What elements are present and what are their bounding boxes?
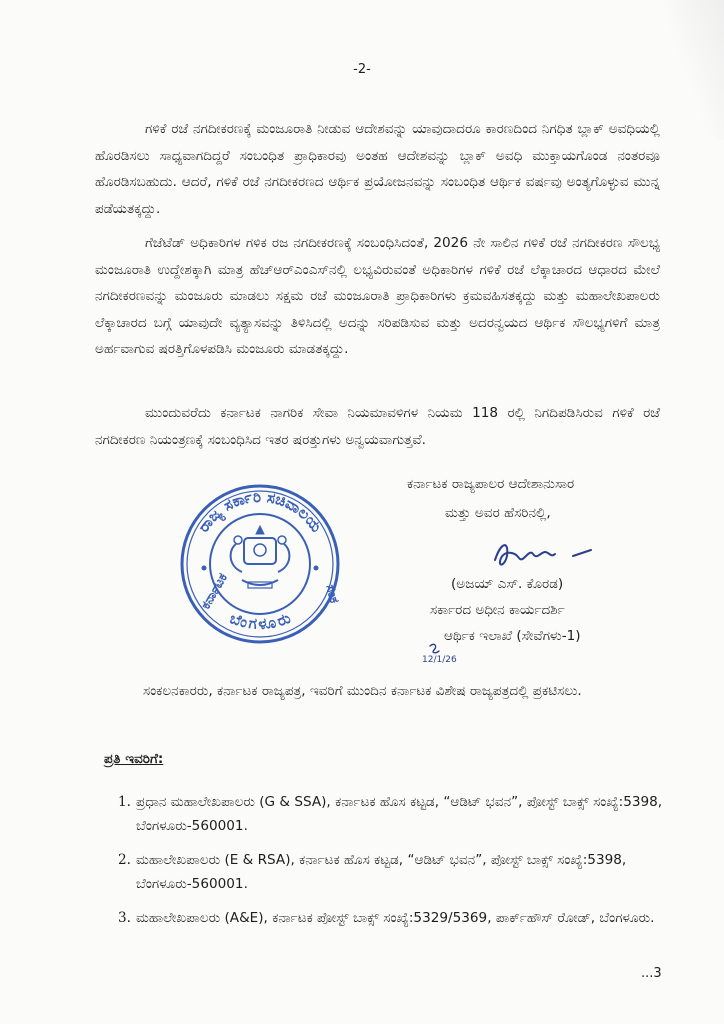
list-item-number: 2. xyxy=(118,852,131,868)
paragraph-encashment-order: ಗಳಿಕೆ ರಜೆ ನಗದೀಕರಣಕ್ಕೆ ಮಂಜೂರಾತಿ ನೀಡುವ ಆದೇಶವನ್ನು ಯಾವುದಾದರೂ ಕಾರಣದಿಂದ ನಿಗಧಿತ ಬ್ಲಾಕ್ ಅವಧಿಯಲ್ಲಿ ಹೊರಡಿಸಲು ಸಾಧ್ಯವಾಗದಿದ್ದರೆ ಸಂಬಂಧಿತ ಪ್ರಾಧಿಕಾರವು ಅಂತಹ ಆದೇಶವನ್ನು ಬ್ಲಾಕ್ ಅವಧಿ ಮುಕ್ತಾಯಗೊಂಡ ನಂತರವೂ ಹೊರಡಿಸಬಹುದು. ಆದರೆ, ಗಳಿಕೆ ರಜೆ ನಗದೀಕರಣದ ಆರ್ಥಿಕ ಪ್ರಯೋಜನವನ್ನು ಸಂಬಂಧಿತ ಆರ್ಥಿಕ ವರ್ಷವು ಅಂತ್ಯಗೊಳ್ಳುವ ಮುನ್ನ ಪಡೆಯತಕ್ಕದ್ದು. xyxy=(95,121,660,217)
handwritten-signature xyxy=(487,536,597,570)
seal-left-text: ಕರ್ನಾಟಕ xyxy=(198,570,231,612)
signature-line-governor-order: ಕರ್ನಾಟಕ ರಾಜ್ಯಪಾಲರ ಆದೇಶಾನುಸಾರ xyxy=(407,476,575,492)
seal-top-text: ರಾಜ್ಯ ಸರ್ಕಾರಿ ಸಚಿವಾಲಯ xyxy=(194,487,326,536)
handwritten-initials xyxy=(418,640,468,666)
page-number: -2- xyxy=(353,62,371,77)
paragraph-rule-118: ಮುಂದುವರೆದು ಕರ್ನಾಟಕ ನಾಗರಿಕ ಸೇವಾ ನಿಯಮಾವಳಿಗಳ ನಿಯಮ 118 ರಲ್ಲಿ ನಿಗದಿಪಡಿಸಿರುವ ಗಳಿಕೆ ರಜೆ ನಗದೀಕರಣ ನಿಯಂತ್ರಣಕ್ಕೆ ಸಂಬಂಧಿಸಿದ ಇತರ ಷರತ್ತುಗಳು ಅನ್ವಯವಾಗುತ್ತವೆ. xyxy=(95,405,660,448)
list-item-number: 3. xyxy=(118,910,131,926)
paragraph-gazetted-officers: ಗೆಜೆಟೆಡ್ ಅಧಿಕಾರಿಗಳ ಗಳಿಕ ರಜ ನಗದೀಕರಣಕ್ಕೆ ಸಂಬಂಧಿಸಿದಂತೆ, 2026 ನೇ ಸಾಲಿನ ಗಳಿಕೆ ರಜೆ ನಗದೀಕರಣ ಸೌಲಭ್ಯ ಮಂಜೂರಾತಿ ಉದ್ದೇಶಕ್ಕಾಗಿ ಮಾತ್ರ ಹೆಚ್‌ಆರ್‌ಎಂಎಸ್‌ನಲ್ಲಿ ಲಭ್ಯವಿರುವಂತೆ ಅಧಿಕಾರಿಗಳ ಗಳಿಕೆ ರಜೆ ಲೆಕ್ಕಾಚಾರದ ಆಧಾರದ ಮೇಲೆ ನಗದೀಕರಣವನ್ನು ಮಂಜೂರು ಮಾಡಲು ಸಕ್ಷಮ ರಜೆ ಮಂಜೂರಾತಿ ಪ್ರಾಧಿಕಾರಿಗಳು ಕ್ರಮವಹಿಸತಕ್ಕದ್ದು ಮತ್ತು ಮಹಾಲೇಖಪಾಲರು ಲೆಕ್ಕಾಚಾರದ ಬಗ್ಗೆ ಯಾವುದೇ ವ್ಯತ್ಯಾಸವನ್ನು ತಿಳಿಸಿದಲ್ಲಿ ಅದನ್ನು ಸರಿಪಡಿಸುವ ಮತ್ತು ಅದರನ್ವಯದ ಆರ್ಥಿಕ ಸೌಲಭ್ಯಗಳಿಗೆ ಮಾತ್ರ ಅರ್ಹವಾಗುವ ಷರತ್ತಿಗೊಳಪಡಿಸಿ ಮಂಜೂರು ಮಾಡತಕ್ಕದ್ದು. xyxy=(95,235,660,357)
copies-list xyxy=(104,790,664,940)
svg-text:ಬೆಂಗಳೂರು xyxy=(228,609,293,633)
signatory-designation: ಸರ್ಕಾರದ ಅಧೀನ ಕಾರ್ಯದರ್ಶಿ xyxy=(430,602,565,618)
next-page-marker: ...3 xyxy=(641,966,662,981)
paragraph-publication-note: ಸಂಕಲನಕಾರರು, ಕರ್ನಾಟಕ ರಾಜ್ಯಪತ್ರ, ಇವರಿಗೆ ಮುಂದಿನ ಕರ್ನಾಟಕ ವಿಶೇಷ ರಾಜ್ಯಪತ್ರದಲ್ಲಿ ಪ್ರಕಟಿಸಲು. xyxy=(143,683,582,699)
government-seal-stamp xyxy=(178,482,342,646)
seal-right-text: ಸಂಕ xyxy=(322,583,342,605)
initials-date: 12/1/26 xyxy=(422,655,457,665)
list-item-text: ಮಹಾಲೇಖಪಾಲರು (E & RSA), ಕರ್ನಾಟಕ ಹೊಸ ಕಟ್ಟಡ, “ಆಡಿಟ್ ಭವನ”, ಪೋಸ್ಟ್ ಬಾಕ್ಸ್ ಸಂಖ್ಯೆ:5398, ಬೆಂಗಳೂರು-560001. xyxy=(136,852,627,892)
signature-line-in-name: ಮತ್ತು ಅವರ ಹೆಸರಿನಲ್ಲಿ, xyxy=(445,505,551,521)
list-item-text: ಪ್ರಧಾನ ಮಹಾಲೇಖಪಾಲರು (G & SSA), ಕರ್ನಾಟಕ ಹೊಸ ಕಟ್ಟಡ, “ಆಡಿಟ್ ಭವನ”, ಪೋಸ್ಟ್ ಬಾಕ್ಸ್ ಸಂಖ್ಯೆ:5398, ಬೆಂಗಳೂರು-560001. xyxy=(136,794,663,834)
list-item xyxy=(104,790,664,838)
list-item xyxy=(104,906,664,930)
list-item xyxy=(104,848,664,896)
list-item-number: 1. xyxy=(118,794,131,810)
copies-heading: ಪ್ರತಿ ಇವರಿಗೆ: xyxy=(104,751,164,767)
list-item-text: ಮಹಾಲೇಖಪಾಲರು (A&E), ಕರ್ನಾಟಕ ಪೋಸ್ಟ್ ಬಾಕ್ಸ್ ಸಂಖ್ಯೆ:5329/5369, ಪಾರ್ಕ್‌ಹೌಸ್ ರೋಡ್, ಬೆಂಗಳೂರು. xyxy=(136,910,655,926)
signatory-name: (ಅಜಯ್ ಎಸ್. ಕೊರಡ) xyxy=(451,576,564,592)
seal-bottom-text: ಬೆಂಗಳೂರು xyxy=(227,608,293,634)
signatory-department: ಆರ್ಥಿಕ ಇಲಾಖೆ (ಸೇವೆಗಳು-1) xyxy=(444,628,581,644)
